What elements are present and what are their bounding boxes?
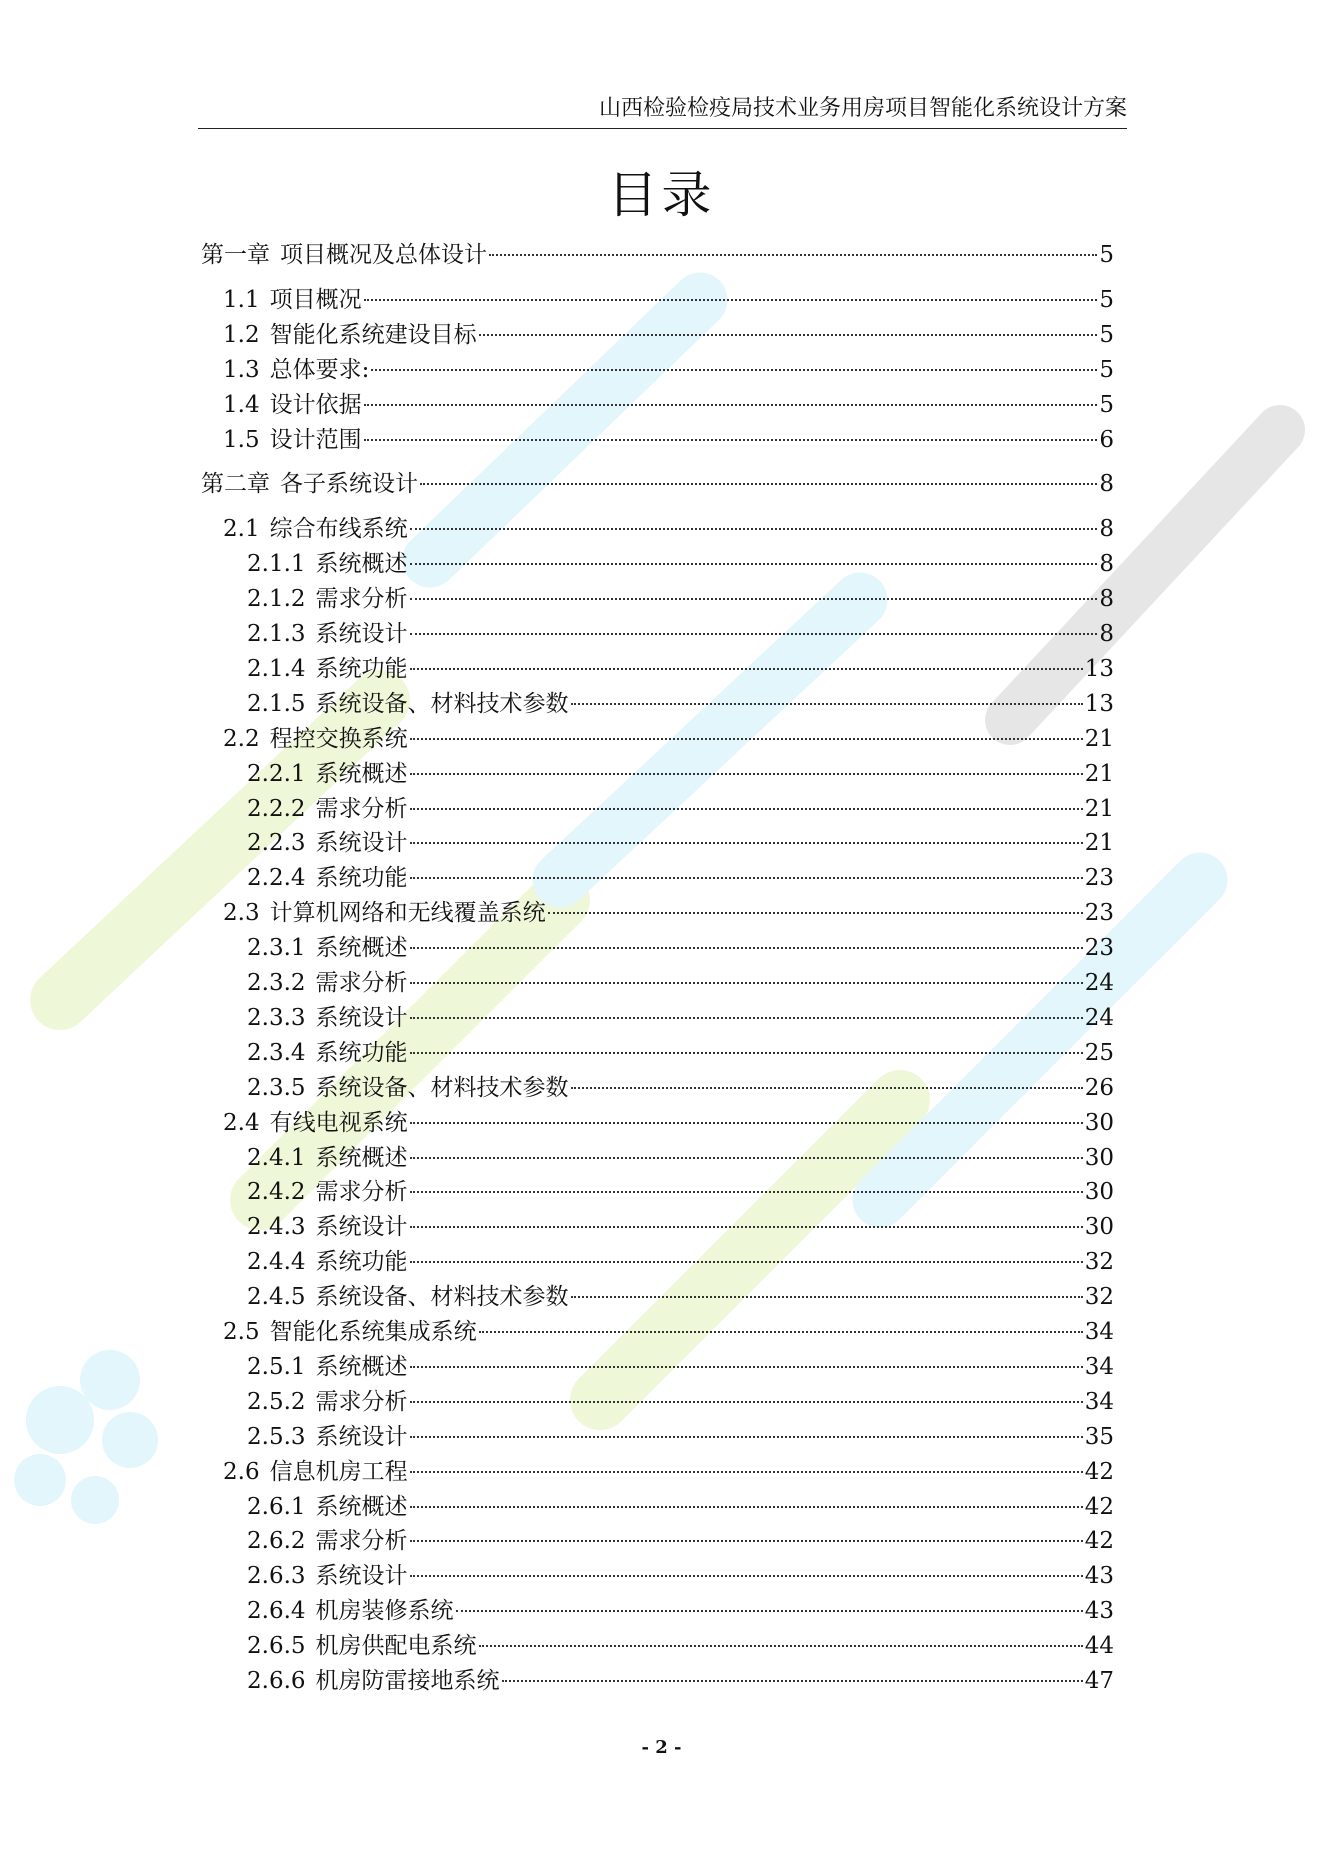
toc-dot-leader	[410, 947, 1083, 949]
toc-entry[interactable]	[247, 1524, 1114, 1558]
toc-entry-label: 总体要求:	[269, 356, 370, 383]
toc-entry-page: 35	[1084, 1423, 1114, 1450]
toc-entry-page: 42	[1084, 1528, 1114, 1555]
toc-entry[interactable]	[247, 1490, 1114, 1524]
toc-entry[interactable]	[223, 1106, 1114, 1140]
toc-entry-page: 32	[1084, 1284, 1114, 1311]
toc-entry[interactable]	[247, 966, 1114, 1000]
toc-entry[interactable]	[247, 1420, 1114, 1454]
toc-entry-number: 2.4	[223, 1109, 260, 1136]
toc-entry-label: 系统功能	[315, 1039, 408, 1066]
toc-entry-number: 2.6.2	[247, 1528, 306, 1555]
toc-entry[interactable]	[201, 467, 1114, 501]
toc-dot-leader	[410, 528, 1098, 530]
toc-entry-label: 综合布线系统	[269, 516, 408, 543]
toc-entry[interactable]	[247, 1141, 1114, 1175]
toc-entry[interactable]	[247, 1245, 1114, 1279]
toc-entry-page: 34	[1084, 1388, 1114, 1415]
toc-entry-label: 系统概述	[315, 551, 408, 578]
toc-dot-leader	[571, 1087, 1083, 1089]
toc-dot-leader	[410, 842, 1083, 844]
toc-dot-leader	[410, 1261, 1083, 1263]
toc-dot-leader	[410, 982, 1083, 984]
toc-entry-number: 2.6.3	[247, 1563, 306, 1590]
toc-entry-number: 2.1	[223, 516, 260, 543]
toc-entry[interactable]	[247, 1385, 1114, 1419]
toc-entry[interactable]	[247, 1629, 1114, 1663]
toc-dot-leader	[410, 1436, 1083, 1438]
toc-entry-page: 21	[1084, 760, 1114, 787]
toc-entry-page: 34	[1084, 1353, 1114, 1380]
toc-entry-page: 32	[1084, 1249, 1114, 1276]
toc-entry-label: 项目概况及总体设计	[280, 242, 487, 268]
toc-entry-number: 第一章	[201, 242, 270, 268]
toc-entry-page: 24	[1084, 970, 1114, 996]
toc-dot-leader	[410, 1122, 1083, 1124]
toc-entry[interactable]	[247, 1350, 1114, 1384]
toc-entry-number: 2.1.4	[247, 655, 306, 682]
toc-entry-number: 2.3.2	[247, 970, 306, 996]
toc-entry[interactable]	[247, 931, 1114, 965]
toc-entry-number: 2.5.1	[247, 1353, 306, 1380]
toc-entry-number: 2.3.5	[247, 1074, 306, 1101]
toc-dot-leader	[502, 1680, 1083, 1682]
toc-entry-label: 系统设备、材料技术参数	[315, 1284, 569, 1311]
toc-dot-leader	[410, 598, 1098, 600]
toc-entry[interactable]	[223, 318, 1114, 352]
toc-entry-number: 2.2.3	[247, 830, 306, 857]
toc-entry-label: 智能化系统建设目标	[269, 321, 477, 348]
toc-entry-label: 机房装修系统	[315, 1598, 454, 1625]
toc-entry-page: 44	[1084, 1633, 1114, 1660]
toc-entry-label: 信息机房工程	[269, 1458, 408, 1485]
toc-entry-page: 23	[1084, 865, 1114, 892]
page-header	[198, 94, 1127, 129]
toc-dot-leader	[410, 1540, 1083, 1542]
toc-dot-leader	[364, 439, 1098, 441]
toc-dot-leader	[410, 738, 1083, 740]
toc-entry[interactable]	[247, 1280, 1114, 1314]
toc-entry-page: 5	[1099, 391, 1114, 418]
toc-entry[interactable]	[223, 283, 1114, 317]
toc-entry-page: 5	[1099, 286, 1114, 313]
toc-entry-label: 需求分析	[315, 1179, 408, 1206]
toc-dot-leader	[410, 1226, 1083, 1228]
toc-entry-number: 2.1.3	[247, 621, 306, 647]
toc-entry-number: 2.4.2	[247, 1179, 306, 1206]
toc-entry-page: 5	[1099, 321, 1114, 348]
toc-entry-label: 系统概述	[315, 1353, 408, 1380]
toc-dot-leader	[410, 877, 1083, 879]
page-title: 目录	[607, 166, 716, 224]
toc-entry-number: 2.6.4	[247, 1598, 306, 1625]
toc-entry-label: 系统设备、材料技术参数	[315, 1074, 569, 1101]
toc-entry-page: 24	[1084, 1004, 1114, 1031]
toc-entry-label: 系统功能	[315, 865, 408, 892]
toc-entry-number: 2.1.5	[247, 690, 306, 717]
header-title: 山西检验检疫局技术业务用房项目智能化系统设计方案	[598, 96, 1127, 121]
toc-entry-number: 1.4	[223, 391, 260, 418]
toc-entry-number: 2.5.2	[247, 1388, 306, 1415]
toc-entry-number: 2.6.5	[247, 1633, 306, 1660]
toc-entry-page: 13	[1084, 690, 1114, 717]
toc-entry-number: 第二章	[201, 471, 270, 498]
toc-entry-page: 6	[1099, 426, 1114, 453]
toc-entry-number: 2.6.6	[247, 1668, 306, 1694]
toc-entry-page: 30	[1084, 1144, 1114, 1171]
toc-entry-number: 2.2	[223, 725, 260, 752]
toc-entry-page: 21	[1084, 795, 1114, 822]
toc-entry[interactable]	[223, 1455, 1114, 1489]
toc-entry-number: 2.4.5	[247, 1284, 306, 1311]
toc-entry[interactable]	[247, 1001, 1114, 1035]
toc-entry[interactable]	[247, 547, 1114, 581]
toc-entry-label: 需求分析	[315, 795, 408, 822]
toc-entry-page: 42	[1084, 1493, 1114, 1520]
toc-dot-leader	[410, 1157, 1083, 1159]
toc-entry-label: 需求分析	[315, 586, 408, 613]
toc-entry-label: 系统概述	[315, 1493, 408, 1520]
page-number: - 2 -	[641, 1737, 682, 1758]
toc-dot-leader	[410, 1191, 1083, 1193]
toc-entry-page: 30	[1084, 1109, 1114, 1136]
toc-entry-label: 有线电视系统	[269, 1109, 408, 1136]
toc-dot-leader	[410, 563, 1098, 565]
toc-entry-label: 系统设计	[315, 1214, 408, 1241]
toc-entry-page: 8	[1099, 551, 1114, 578]
toc-dot-leader	[410, 808, 1083, 810]
toc-entry-number: 2.6	[223, 1458, 260, 1485]
toc-entry-label: 系统设计	[315, 1004, 408, 1031]
toc-entry[interactable]	[223, 896, 1114, 930]
toc-entry-page: 8	[1099, 621, 1114, 647]
toc-entry[interactable]	[247, 1664, 1114, 1698]
toc-entry-label: 机房防雷接地系统	[315, 1668, 500, 1694]
toc-entry-number: 2.3.1	[247, 935, 306, 962]
toc-entry[interactable]	[247, 861, 1114, 895]
toc-entry-label: 系统功能	[315, 655, 408, 682]
toc-entry[interactable]	[247, 826, 1114, 860]
toc-entry-page: 8	[1099, 471, 1114, 498]
toc-entry-label: 需求分析	[315, 1388, 408, 1415]
toc-entry-page: 8	[1099, 516, 1114, 543]
toc-entry-number: 2.6.1	[247, 1493, 306, 1520]
toc-entry-number: 2.2.1	[247, 760, 306, 787]
toc-entry[interactable]	[247, 1594, 1114, 1628]
toc-entry[interactable]	[223, 1315, 1114, 1349]
toc-entry-number: 2.1.1	[247, 551, 306, 578]
toc-dot-leader	[364, 299, 1098, 301]
toc-entry[interactable]	[247, 1210, 1114, 1244]
toc-entry-label: 需求分析	[315, 970, 408, 996]
toc-entry-label: 系统概述	[315, 1144, 408, 1171]
toc-entry-page: 21	[1084, 830, 1114, 857]
toc-entry-label: 程控交换系统	[269, 725, 408, 752]
toc-entry-number: 2.4.3	[247, 1214, 306, 1241]
toc-entry-number: 1.2	[223, 321, 260, 348]
toc-entry-label: 计算机网络和无线覆盖系统	[269, 900, 546, 927]
toc-entry-page: 30	[1084, 1179, 1114, 1206]
toc-entry-label: 系统设计	[315, 830, 408, 857]
toc-entry-label: 需求分析	[315, 1528, 408, 1555]
toc-entry-number: 2.2.2	[247, 795, 306, 822]
toc-entry[interactable]	[223, 722, 1114, 756]
toc-entry-label: 系统设计	[315, 1563, 408, 1590]
toc-entry-number: 2.5	[223, 1319, 260, 1345]
toc-entry-page: 8	[1099, 586, 1114, 613]
toc-dot-leader	[371, 369, 1097, 371]
toc-entry-page: 23	[1084, 900, 1114, 927]
toc-entry-label: 智能化系统集成系统	[269, 1319, 477, 1345]
toc-entry-page: 25	[1084, 1039, 1114, 1066]
toc-dot-leader	[571, 1296, 1083, 1298]
toc-entry-label: 机房供配电系统	[315, 1633, 477, 1660]
toc-entry-page: 43	[1084, 1563, 1114, 1590]
watermark-flower-icon	[14, 1350, 158, 1524]
toc-entry-page: 5	[1099, 356, 1114, 383]
toc-entry[interactable]	[247, 652, 1114, 686]
toc-entry[interactable]	[223, 512, 1114, 546]
toc-dot-leader	[410, 1017, 1083, 1019]
toc-entry-page: 47	[1084, 1668, 1114, 1694]
toc-dot-leader	[410, 1401, 1083, 1403]
toc-entry[interactable]	[223, 353, 1114, 387]
toc-entry[interactable]	[247, 687, 1114, 721]
toc-entry-number: 1.1	[223, 286, 260, 313]
toc-entry-number: 2.1.2	[247, 586, 306, 613]
toc-entry-number: 2.2.4	[247, 865, 306, 892]
toc-entry-number: 2.3.4	[247, 1039, 306, 1066]
toc-dot-leader	[479, 334, 1098, 336]
toc-entry-page: 30	[1084, 1214, 1114, 1241]
toc-entry-label: 系统设计	[315, 1423, 408, 1450]
toc-entry-number: 2.3	[223, 900, 260, 927]
toc-dot-leader	[420, 483, 1097, 485]
toc-entry[interactable]	[247, 1559, 1114, 1593]
toc-entry[interactable]	[247, 1175, 1114, 1209]
toc-dot-leader	[410, 1052, 1083, 1054]
toc-entry-label: 系统设备、材料技术参数	[315, 690, 569, 717]
toc-entry-label: 项目概况	[269, 286, 362, 313]
toc-dot-leader	[489, 254, 1097, 256]
toc-entry[interactable]	[247, 1036, 1114, 1070]
toc-entry-number: 2.4.4	[247, 1249, 306, 1276]
toc-entry-number: 2.3.3	[247, 1004, 306, 1031]
toc-entry-page: 13	[1084, 655, 1114, 682]
toc-entry-number: 1.5	[223, 426, 260, 453]
toc-entry[interactable]	[247, 582, 1114, 616]
toc-dot-leader	[456, 1610, 1083, 1612]
toc-dot-leader	[479, 1331, 1083, 1333]
toc-dot-leader	[479, 1645, 1083, 1647]
toc-entry-label: 设计范围	[269, 426, 362, 453]
toc-entry[interactable]	[247, 1071, 1114, 1105]
toc-dot-leader	[410, 668, 1083, 670]
toc-entry-page: 21	[1084, 725, 1114, 752]
toc-entry-label: 系统概述	[315, 935, 408, 962]
toc-entry-number: 2.4.1	[247, 1144, 306, 1171]
toc-entry[interactable]	[247, 792, 1114, 826]
toc-entry[interactable]	[247, 757, 1114, 791]
toc-dot-leader	[548, 912, 1083, 914]
toc-entry-page: 43	[1084, 1598, 1114, 1625]
toc-dot-leader	[364, 404, 1098, 406]
toc-entry-number: 1.3	[223, 356, 260, 383]
toc-dot-leader	[571, 703, 1083, 705]
toc-entry-label: 设计依据	[269, 391, 362, 418]
toc-dot-leader	[410, 1366, 1083, 1368]
toc-entry-number: 2.5.3	[247, 1423, 306, 1450]
toc-entry-label: 系统概述	[315, 760, 408, 787]
toc-entry-page: 5	[1099, 242, 1114, 268]
toc-dot-leader	[410, 1575, 1083, 1577]
toc-entry-page: 26	[1084, 1074, 1114, 1101]
toc-entry[interactable]	[223, 423, 1114, 457]
toc-dot-leader	[410, 773, 1083, 775]
toc-dot-leader	[410, 1506, 1083, 1508]
toc-entry-page: 34	[1084, 1319, 1114, 1345]
toc-entry-page: 42	[1084, 1458, 1114, 1485]
toc-dot-leader	[410, 1471, 1083, 1473]
toc-entry[interactable]	[223, 388, 1114, 422]
toc-entry[interactable]	[201, 238, 1114, 272]
toc-entry-page: 23	[1084, 935, 1114, 962]
toc-entry-label: 各子系统设计	[280, 471, 418, 498]
toc-entry-label: 系统设计	[315, 621, 408, 647]
toc-entry-label: 系统功能	[315, 1249, 408, 1276]
toc-dot-leader	[410, 633, 1098, 635]
toc-entry[interactable]	[247, 617, 1114, 651]
